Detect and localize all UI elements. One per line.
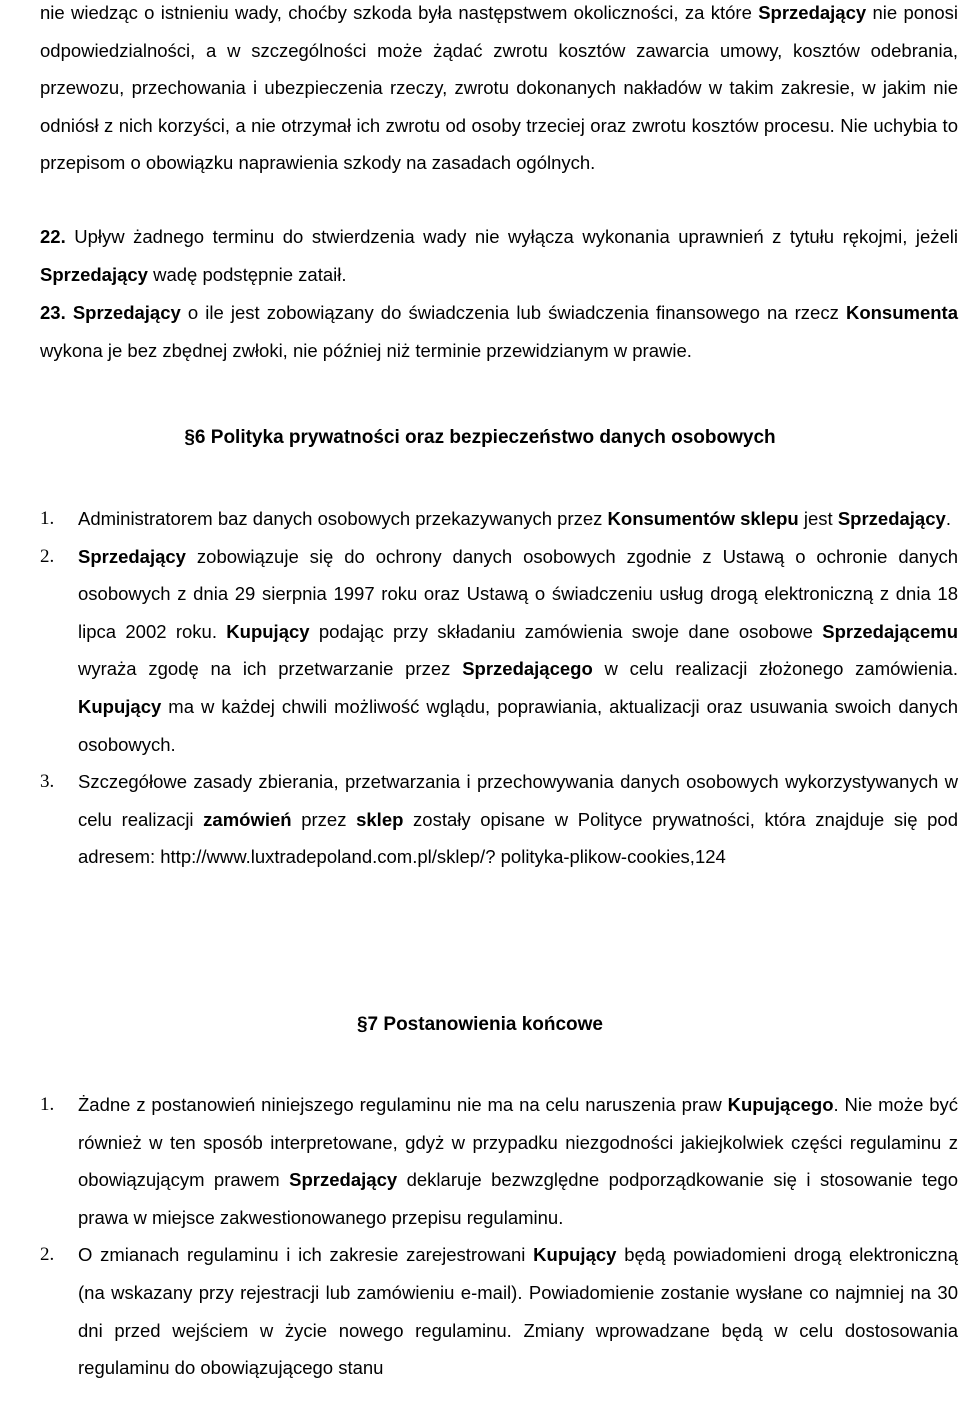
list-item	[40, 763, 958, 876]
text-run: nie ponosi odpowiedzialności, a w szczególności może żądać zwrotu kosztów zawarcia umowy, kosztów odebrania, przewozu, przechowania i ubezpieczenia rzeczy, zwrotu dokonanych nakładów w takim zakresie, w jakim nie odniósł z nich korzyści, a nie otrzymał ich zwrotu od osoby trzeciej oraz zwrotu kosztów procesu. Nie uchybia to przepisom o obowiązku naprawienia szkody na zasadach ogólnych.	[40, 2, 959, 174]
bold-text: Kupujący	[226, 620, 310, 642]
text-run: wykona je bez zbędnej zwłoki, nie później niż terminie przewidzianym w prawie.	[40, 339, 692, 361]
section-6-heading: §6 Polityka prywatności oraz bezpieczeństwo danych osobowych	[184, 427, 776, 448]
text-run: .	[945, 508, 951, 529]
section-7-heading: §7 Postanowienia końcowe	[356, 1014, 604, 1035]
text-run: w celu realizacji złożonego zamówienia.	[592, 658, 958, 680]
bold-text: Sprzedający	[78, 545, 186, 567]
bold-text: Sprzedający	[65, 302, 181, 323]
bold-text: Kupujący	[533, 1244, 617, 1266]
bold-text: Sprzedający	[40, 263, 148, 285]
text-run: przez	[291, 808, 357, 830]
section-6-list	[40, 500, 958, 876]
bold-text: Konsumenta	[845, 302, 958, 323]
text-run: wyraża zgodę na ich przetwarzanie przez	[78, 658, 463, 680]
list-item	[40, 1236, 958, 1386]
list-item-text	[78, 500, 958, 538]
bold-text: sklep	[356, 808, 404, 830]
list-item	[40, 1086, 958, 1236]
list-number: 1.	[40, 508, 55, 529]
text-run: podając przy składaniu zamówienia swoje dane osobowe	[309, 620, 823, 642]
list-number: 2.	[40, 1244, 55, 1266]
text-run: Szczegółowe zasady zbierania, przetwarzania i przechowywania danych osobowych wykorzystywanych w celu realizacji	[78, 771, 958, 830]
text-run: deklaruje bezwzględne podporządkowanie się i stosowanie tego prawa w miejsce zakwestionowanego przepisu regulaminu.	[78, 1169, 958, 1228]
list-item-text	[78, 1236, 958, 1386]
list-item-text	[78, 538, 958, 764]
bold-text: Sprzedającego	[462, 658, 593, 680]
list-item	[40, 500, 958, 538]
bold-text: Sprzedający	[289, 1169, 398, 1191]
list-number: 1.	[40, 1094, 55, 1115]
text-run: wadę podstępnie zataił.	[147, 263, 347, 285]
text-run: jest	[798, 508, 838, 529]
text-run: zobowiązuje się do ochrony danych osobowych zgodnie z Ustawą o ochronie danych osobowych z dnia 29 sierpnia 1997 roku oraz Ustawą o świadczeniu usług drogą elektroniczną z dnia 18 lipca 2002 roku.	[78, 545, 958, 642]
paragraph-number: 22.	[40, 226, 66, 247]
bold-text: zamówień	[203, 808, 292, 830]
bold-text: Sprzedający	[758, 2, 867, 23]
bold-text: Sprzedającemu	[822, 620, 958, 642]
list-item-text	[78, 1086, 958, 1236]
text-run: ma w każdej chwili możliwość wglądu, poprawiania, aktualizacji oraz usuwania swoich danych osobowych.	[78, 695, 958, 755]
text-run: nie wiedząc o istnieniu wady, choćby szkoda była następstwem okoliczności, za które	[40, 2, 759, 23]
text-run: Upływ żadnego terminu do stwierdzenia wady nie wyłącza wykonania uprawnień z tytułu rękojmi, jeżeli	[65, 226, 958, 247]
bold-text: Kupującego	[727, 1094, 834, 1115]
bold-text: Sprzedający	[837, 508, 946, 529]
bold-text: Konsumentów sklepu	[607, 508, 799, 529]
paragraph-23	[40, 294, 958, 369]
text-run: O zmianach regulaminu i ich zakresie zarejestrowani	[78, 1244, 534, 1266]
text-run: . Nie może być również w ten sposób interpretowane, gdyż w przypadku niezgodności jakiejkolwiek części regulaminu z obowiązującym prawem	[78, 1094, 958, 1191]
list-number: 3.	[40, 771, 55, 793]
list-item	[40, 538, 958, 764]
continuation-paragraph	[40, 0, 958, 182]
paragraph-number: 23.	[40, 302, 66, 323]
list-item-text	[78, 763, 958, 876]
bold-text: Kupujący	[78, 695, 162, 717]
text-run: o ile jest zobowiązany do świadczenia lub świadczenia finansowego na rzecz	[180, 302, 846, 323]
paragraph-22	[40, 218, 958, 293]
text-run: Żadne z postanowień niniejszego regulaminu nie ma na celu naruszenia praw	[78, 1094, 728, 1115]
section-7-list	[40, 1086, 958, 1387]
text-run: Administratorem baz danych osobowych przekazywanych przez	[78, 508, 608, 529]
text-run: zostały opisane w Polityce prywatności, która znajduje się pod adresem: http://www.luxtradepoland.com.pl/sklep/? polityka-plikow-cookies,124	[78, 808, 958, 868]
list-number: 2.	[40, 545, 55, 567]
text-run: będą powiadomieni drogą elektroniczną (na wskazany przy rejestracji lub zamówieniu e-mail). Powiadomienie zostanie wysłane co najmniej na 30 dni przed wejściem w życie nowego regulaminu. Zmiany wprowadzane będą w celu dostosowania regulaminu do obowiązującego stanu	[78, 1244, 958, 1379]
